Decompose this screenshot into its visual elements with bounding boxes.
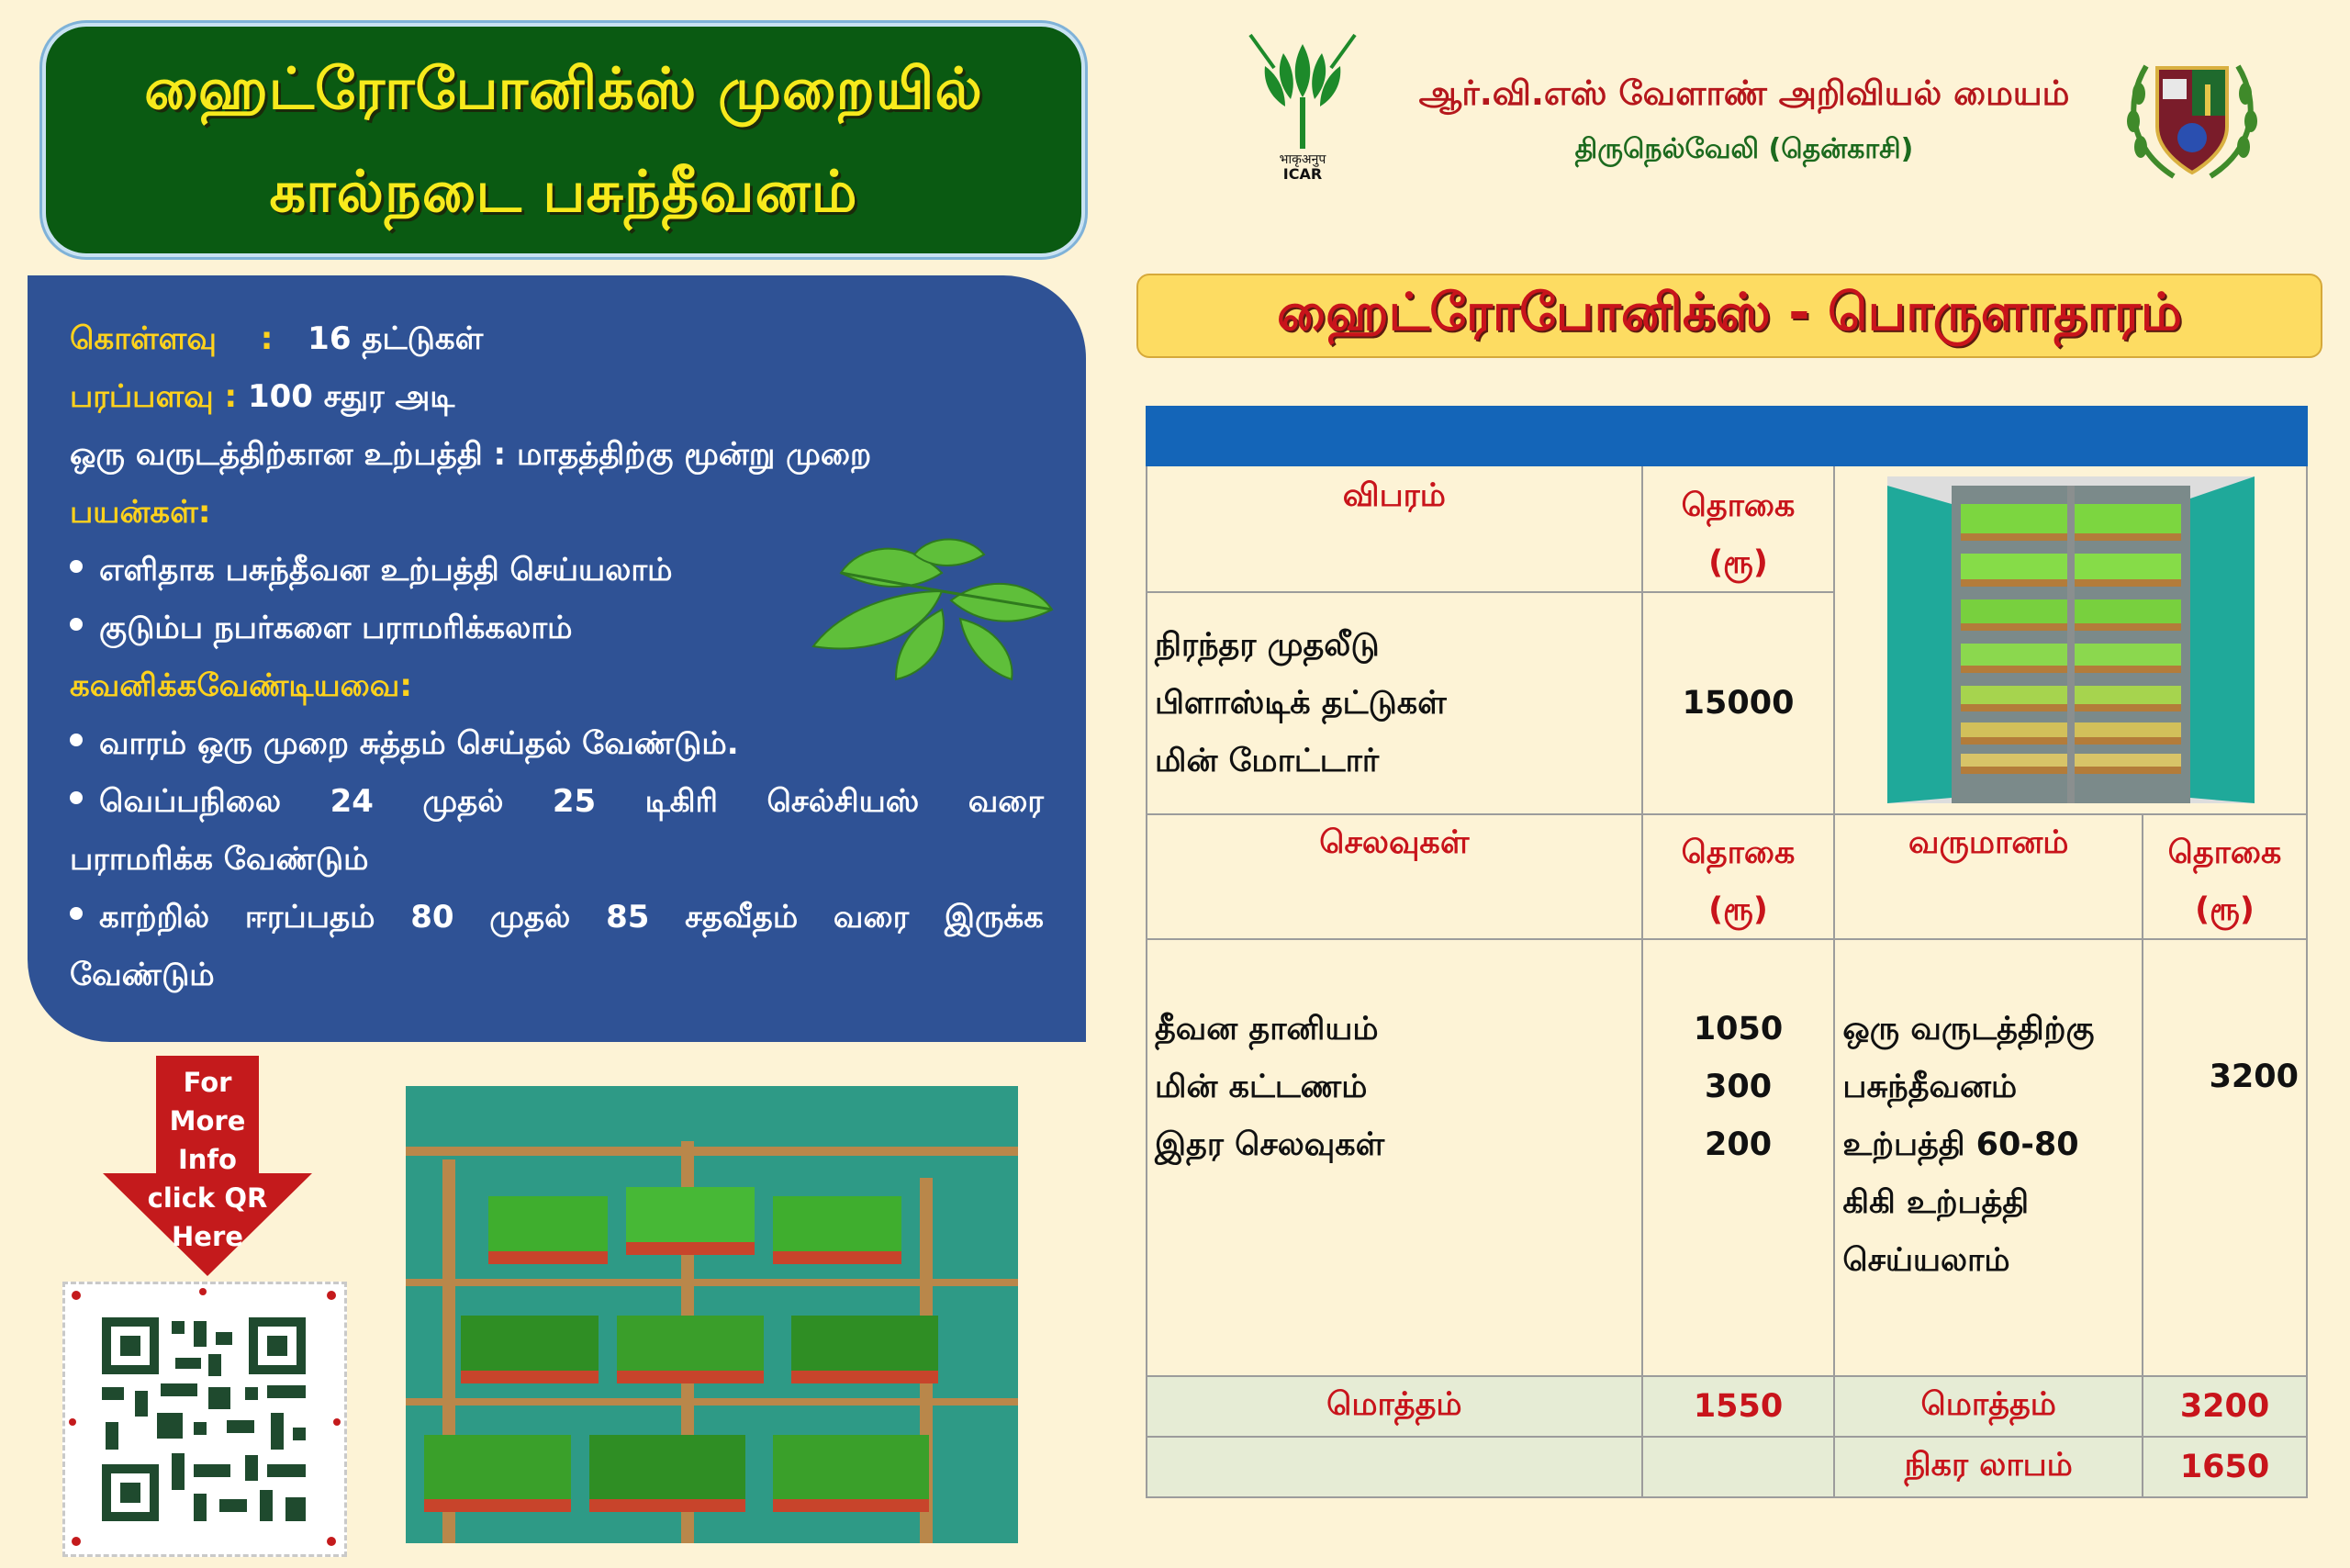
- caution-text: வாரம் ஒரு முறை சுத்தம் செய்தல் வேண்டும்.: [99, 725, 739, 762]
- qr-code[interactable]: [62, 1282, 347, 1557]
- icar-hindi-text: भाकृअनुप: [1279, 152, 1326, 167]
- leaf-illustration: [804, 536, 1058, 683]
- amount-header: தொகை (ரூ): [1642, 465, 1835, 592]
- net-profit-value: 1650: [2143, 1437, 2307, 1497]
- cabinet-illustration: [1887, 476, 2255, 803]
- trays-illustration: [406, 1086, 1018, 1543]
- total-income-label: மொத்தம்: [1834, 1376, 2143, 1437]
- capacity-label: கொள்ளவு: [70, 320, 217, 357]
- total-expenses-value: 1550: [1642, 1376, 1835, 1437]
- fixed-investment-items: நிரந்தர முதலீடு பிளாஸ்டிக் தட்டுகள் மின் மோட்டார்: [1147, 592, 1642, 814]
- production-row: ஒரு வருடத்திற்கான உற்பத்தி : மாதத்திற்கு மூன்று முறை: [70, 436, 872, 473]
- table-row: [1147, 814, 2307, 939]
- capacity-row: [70, 310, 1044, 368]
- cabinet-photo-cell: [1834, 465, 2307, 814]
- caution-continuation: பராமரிக்க வேண்டும்: [70, 841, 369, 878]
- economics-title-banner: [1136, 274, 2322, 358]
- net-profit-row: [1147, 1437, 2307, 1497]
- title-line-2: கால்நடை பசுந்தீவனம்: [269, 157, 858, 225]
- leaf-icon: [804, 536, 1058, 683]
- expenses-amount-header: தொகை (ரூ): [1642, 814, 1835, 939]
- caution-text: வெப்பநிலை 24 முதல் 25 டிகிரி செல்சியஸ் வரை: [99, 783, 1044, 820]
- total-expenses-label: மொத்தம்: [1147, 1376, 1642, 1437]
- area-value: 100 சதுர அடி: [247, 378, 455, 415]
- economics-title: ஹைட்ரோபோனிக்ஸ் - பொருளாதாரம்: [1277, 283, 2182, 342]
- caution-item: [70, 773, 1044, 831]
- caution-item: [70, 889, 1044, 946]
- expenses-header: செலவுகள்: [1147, 814, 1642, 939]
- cautions-heading: கவனிக்கவேண்டியவை:: [70, 667, 412, 704]
- benefit-text: குடும்ப நபர்களை பராமரிக்கலாம்: [99, 610, 573, 646]
- qr-code-icon: [65, 1284, 344, 1554]
- income-header: வருமானம்: [1834, 814, 2143, 939]
- area-row: [70, 368, 1044, 426]
- icar-logo: [1237, 26, 1368, 182]
- expense-items: தீவன தானியம் மின் கட்டணம் இதர செலவுகள்: [1147, 939, 1642, 1376]
- qr-arrow-text: For More Info click QR Here: [147, 1067, 268, 1252]
- table-header-band: [1147, 407, 2307, 465]
- caution-continuation: வேண்டும்: [70, 957, 215, 993]
- fixed-investment-amount: 15000: [1642, 592, 1835, 814]
- title-line-1: ஹைட்ரோபோனிக்ஸ் முறையில்: [144, 54, 983, 122]
- income-description: ஒரு வருடத்திற்கு பசுந்தீவனம் உற்பத்தி 60-80 கிகி உற்பத்தி செய்யலாம்: [1834, 939, 2143, 1376]
- icar-text: ICAR: [1282, 165, 1323, 183]
- economics-table: [1146, 406, 2308, 1498]
- hydroponic-trays-photo: [406, 1086, 1018, 1543]
- org-location: திருநெல்வேலி (தென்காசி): [1574, 133, 1914, 165]
- table-row: [1147, 465, 2307, 592]
- hydroponic-cabinet-photo: [1887, 476, 2255, 803]
- benefit-text: எளிதாக பசுந்தீவன உற்பத்தி செய்யலாம்: [99, 552, 673, 588]
- caution-item: [70, 715, 1044, 773]
- college-emblem: [2119, 48, 2266, 185]
- bullet-icon: [70, 618, 83, 631]
- bullet-icon: [70, 791, 83, 804]
- benefits-heading: பயன்கள்:: [70, 494, 211, 531]
- org-name: ஆர்.வி.எஸ் வேளாண் அறிவியல் மையம்: [1418, 73, 2070, 113]
- income-amount-header: தொகை (ரூ): [2143, 814, 2307, 939]
- bullet-icon: [70, 907, 83, 920]
- emblem-icon: [2119, 48, 2266, 185]
- bullet-icon: [70, 734, 83, 746]
- detail-header: விபரம்: [1147, 465, 1642, 592]
- capacity-value: 16 தட்டுகள்: [308, 320, 484, 357]
- table-row: [1147, 939, 2307, 1376]
- totals-row: [1147, 1376, 2307, 1437]
- caution-text: காற்றில் ஈரப்பதம் 80 முதல் 85 சதவீதம் வரை இருக்க: [99, 899, 1044, 935]
- income-amount: 3200: [2143, 939, 2307, 1376]
- title-banner: [42, 23, 1085, 257]
- bullet-icon: [70, 560, 83, 573]
- net-profit-label: நிகர லாபம்: [1834, 1437, 2143, 1497]
- total-income-value: 3200: [2143, 1376, 2307, 1437]
- area-label: பரப்பளவு :: [70, 378, 238, 415]
- capacity-separator: :: [260, 320, 274, 357]
- expense-amounts: 1050 300 200: [1642, 939, 1835, 1376]
